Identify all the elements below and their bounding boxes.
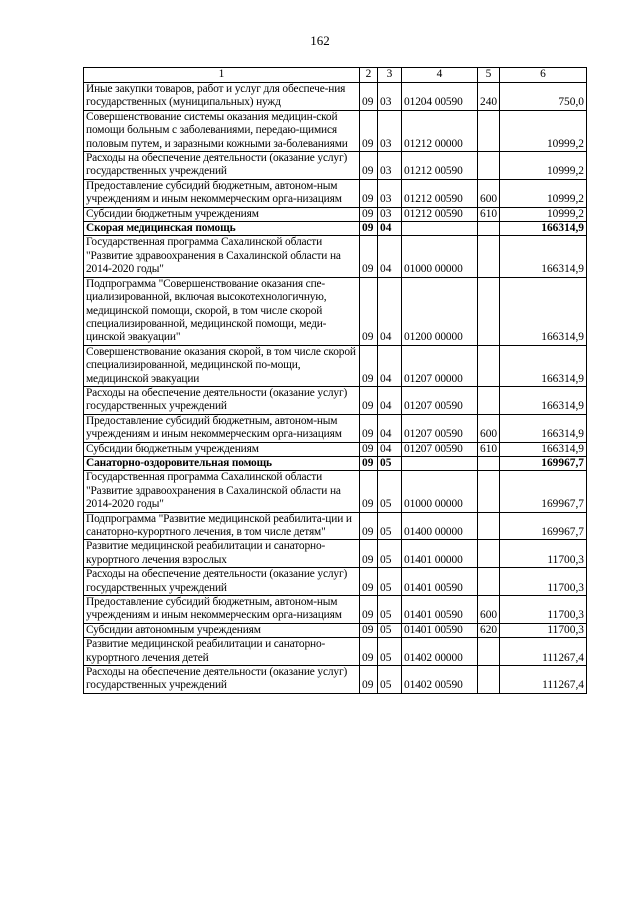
amount-cell: 166314,9 <box>500 414 587 442</box>
amount-cell: 111267,4 <box>500 666 587 694</box>
target-article-cell: 01212 00590 <box>402 207 478 221</box>
amount-cell: 169967,7 <box>500 456 587 470</box>
section-code-cell: 09 <box>360 414 378 442</box>
item-name-cell: Развитие медицинской реабилитации и санаторно-курортного лечения детей <box>84 638 360 666</box>
expense-type-cell <box>478 456 500 470</box>
amount-cell: 11700,3 <box>500 568 587 596</box>
item-name-cell: Субсидии автономным учреждениям <box>84 623 360 637</box>
target-article-cell: 01401 00000 <box>402 540 478 568</box>
subsection-code-cell: 05 <box>378 568 402 596</box>
target-article-cell <box>402 222 478 236</box>
table-header <box>84 68 587 83</box>
target-article-cell: 01402 00000 <box>402 638 478 666</box>
item-name-cell: Государственная программа Сахалинской области "Развитие здравоохранения в Сахалинской области на 2014-2020 годы" <box>84 471 360 512</box>
expense-type-cell: 600 <box>478 179 500 207</box>
amount-cell: 111267,4 <box>500 638 587 666</box>
subsection-code-cell: 04 <box>378 386 402 414</box>
subsection-code-cell: 05 <box>378 456 402 470</box>
amount-cell: 169967,7 <box>500 512 587 540</box>
section-code-cell: 09 <box>360 471 378 512</box>
target-article-cell: 01401 00590 <box>402 623 478 637</box>
item-name-cell: Предоставление субсидий бюджетным, автоном-ным учреждениям и иным некоммерческим орга-низациям <box>84 414 360 442</box>
section-code-cell: 09 <box>360 540 378 568</box>
section-code-cell: 09 <box>360 277 378 345</box>
expense-type-cell <box>478 638 500 666</box>
section-code-cell: 09 <box>360 110 378 151</box>
table-row <box>84 456 587 470</box>
section-code-cell: 09 <box>360 345 378 386</box>
expense-type-cell: 610 <box>478 442 500 456</box>
subsection-code-cell: 04 <box>378 222 402 236</box>
item-name-cell: Скорая медицинская помощь <box>84 222 360 236</box>
table-row <box>84 666 587 694</box>
table-row <box>84 110 587 151</box>
table-row <box>84 568 587 596</box>
item-name-cell: Подпрограмма "Развитие медицинской реабилита-ции и санаторно-курортного лечения, в том числе детям" <box>84 512 360 540</box>
item-name-cell: Совершенствование оказания скорой, в том числе скорой специализированной, медицинской по-мощи, медицинской эвакуации <box>84 345 360 386</box>
expense-type-cell: 600 <box>478 596 500 624</box>
item-name-cell: Расходы на обеспечение деятельности (оказание услуг) государственных учреждений <box>84 666 360 694</box>
expense-type-cell: 610 <box>478 207 500 221</box>
table-row <box>84 623 587 637</box>
section-code-cell: 09 <box>360 386 378 414</box>
table-row <box>84 277 587 345</box>
page-number: 162 <box>310 33 330 48</box>
target-article-cell: 01212 00590 <box>402 152 478 180</box>
expense-type-cell: 600 <box>478 414 500 442</box>
item-name-cell: Подпрограмма "Совершенствование оказания спе-циализированной, включая высокотехнологичную, медицинской помощи, скорой, в том числе скорой специализированной, медицинской помощи, меди-цинской эвакуации" <box>84 277 360 345</box>
table-row <box>84 83 587 111</box>
expense-type-cell <box>478 345 500 386</box>
section-code-cell: 09 <box>360 666 378 694</box>
section-code-cell: 09 <box>360 152 378 180</box>
subsection-code-cell: 05 <box>378 512 402 540</box>
target-article-cell: 01401 00590 <box>402 596 478 624</box>
item-name-cell: Субсидии бюджетным учреждениям <box>84 207 360 221</box>
amount-cell: 10999,2 <box>500 152 587 180</box>
item-name-cell: Совершенствование системы оказания медицин-ской помощи больным с заболеваниями, передаю-щимися половым путем, и заразными кожными за-болеваниями <box>84 110 360 151</box>
expense-type-cell <box>478 152 500 180</box>
item-name-cell: Расходы на обеспечение деятельности (оказание услуг) государственных учреждений <box>84 152 360 180</box>
subsection-code-cell: 05 <box>378 638 402 666</box>
amount-cell: 166314,9 <box>500 277 587 345</box>
subsection-code-cell: 05 <box>378 623 402 637</box>
table-row <box>84 638 587 666</box>
item-name-cell: Субсидии бюджетным учреждениям <box>84 442 360 456</box>
amount-cell: 166314,9 <box>500 222 587 236</box>
section-code-cell: 09 <box>360 596 378 624</box>
expense-type-cell: 620 <box>478 623 500 637</box>
header-row <box>84 68 587 83</box>
item-name-cell: Иные закупки товаров, работ и услуг для обеспече-ния государственных (муниципальных) нужд <box>84 83 360 111</box>
column-header-3: 3 <box>378 68 402 83</box>
expense-type-cell <box>478 666 500 694</box>
subsection-code-cell: 03 <box>378 152 402 180</box>
table-row <box>84 414 587 442</box>
target-article-cell: 01207 00590 <box>402 442 478 456</box>
table-row <box>84 512 587 540</box>
expense-type-cell <box>478 540 500 568</box>
item-name-cell: Расходы на обеспечение деятельности (оказание услуг) государственных учреждений <box>84 386 360 414</box>
table-row <box>84 236 587 277</box>
subsection-code-cell: 03 <box>378 207 402 221</box>
section-code-cell: 09 <box>360 442 378 456</box>
amount-cell: 166314,9 <box>500 442 587 456</box>
subsection-code-cell: 05 <box>378 471 402 512</box>
table-row <box>84 596 587 624</box>
expense-type-cell <box>478 110 500 151</box>
subsection-code-cell: 04 <box>378 414 402 442</box>
amount-cell: 166314,9 <box>500 386 587 414</box>
section-code-cell: 09 <box>360 207 378 221</box>
item-name-cell: Санаторно-оздоровительная помощь <box>84 456 360 470</box>
budget-table <box>83 67 587 694</box>
subsection-code-cell: 03 <box>378 83 402 111</box>
expense-type-cell: 240 <box>478 83 500 111</box>
amount-cell: 11700,3 <box>500 623 587 637</box>
target-article-cell: 01401 00590 <box>402 568 478 596</box>
amount-cell: 11700,3 <box>500 540 587 568</box>
expense-type-cell <box>478 386 500 414</box>
amount-cell: 169967,7 <box>500 471 587 512</box>
section-code-cell: 09 <box>360 179 378 207</box>
expense-type-cell <box>478 512 500 540</box>
section-code-cell: 09 <box>360 83 378 111</box>
amount-cell: 10999,2 <box>500 207 587 221</box>
table-row <box>84 442 587 456</box>
expense-type-cell <box>478 236 500 277</box>
table-row <box>84 152 587 180</box>
subsection-code-cell: 04 <box>378 345 402 386</box>
expense-type-cell <box>478 568 500 596</box>
target-article-cell: 01000 00000 <box>402 471 478 512</box>
item-name-cell: Развитие медицинской реабилитации и санаторно-курортного лечения взрослых <box>84 540 360 568</box>
subsection-code-cell: 05 <box>378 666 402 694</box>
column-header-6: 6 <box>500 68 587 83</box>
subsection-code-cell: 04 <box>378 442 402 456</box>
table-row <box>84 207 587 221</box>
subsection-code-cell: 03 <box>378 110 402 151</box>
subsection-code-cell: 04 <box>378 277 402 345</box>
target-article-cell: 01212 00000 <box>402 110 478 151</box>
section-code-cell: 09 <box>360 512 378 540</box>
section-code-cell: 09 <box>360 623 378 637</box>
target-article-cell: 01207 00000 <box>402 345 478 386</box>
table-row <box>84 345 587 386</box>
column-header-4: 4 <box>402 68 478 83</box>
subsection-code-cell: 05 <box>378 596 402 624</box>
column-header-1: 1 <box>84 68 360 83</box>
item-name-cell: Предоставление субсидий бюджетным, автоном-ным учреждениям и иным некоммерческим орга-низациям <box>84 596 360 624</box>
section-code-cell: 09 <box>360 456 378 470</box>
table-row <box>84 179 587 207</box>
amount-cell: 166314,9 <box>500 345 587 386</box>
column-header-2: 2 <box>360 68 378 83</box>
section-code-cell: 09 <box>360 638 378 666</box>
target-article-cell: 01207 00590 <box>402 414 478 442</box>
target-article-cell <box>402 456 478 470</box>
item-name-cell: Расходы на обеспечение деятельности (оказание услуг) государственных учреждений <box>84 568 360 596</box>
amount-cell: 166314,9 <box>500 236 587 277</box>
table-row <box>84 471 587 512</box>
target-article-cell: 01402 00590 <box>402 666 478 694</box>
table-row <box>84 386 587 414</box>
subsection-code-cell: 04 <box>378 236 402 277</box>
item-name-cell: Предоставление субсидий бюджетным, автоном-ным учреждениям и иным некоммерческим орга-низациям <box>84 179 360 207</box>
subsection-code-cell: 03 <box>378 179 402 207</box>
subsection-code-cell: 05 <box>378 540 402 568</box>
expense-type-cell <box>478 222 500 236</box>
table-row <box>84 540 587 568</box>
table-row <box>84 222 587 236</box>
section-code-cell: 09 <box>360 236 378 277</box>
amount-cell: 11700,3 <box>500 596 587 624</box>
expense-type-cell <box>478 277 500 345</box>
target-article-cell: 01207 00590 <box>402 386 478 414</box>
target-article-cell: 01400 00000 <box>402 512 478 540</box>
section-code-cell: 09 <box>360 222 378 236</box>
item-name-cell: Государственная программа Сахалинской области "Развитие здравоохранения в Сахалинской области на 2014-2020 годы" <box>84 236 360 277</box>
amount-cell: 750,0 <box>500 83 587 111</box>
column-header-5: 5 <box>478 68 500 83</box>
section-code-cell: 09 <box>360 568 378 596</box>
table-body <box>84 83 587 694</box>
target-article-cell: 01212 00590 <box>402 179 478 207</box>
target-article-cell: 01200 00000 <box>402 277 478 345</box>
target-article-cell: 01204 00590 <box>402 83 478 111</box>
target-article-cell: 01000 00000 <box>402 236 478 277</box>
amount-cell: 10999,2 <box>500 110 587 151</box>
expense-type-cell <box>478 471 500 512</box>
amount-cell: 10999,2 <box>500 179 587 207</box>
